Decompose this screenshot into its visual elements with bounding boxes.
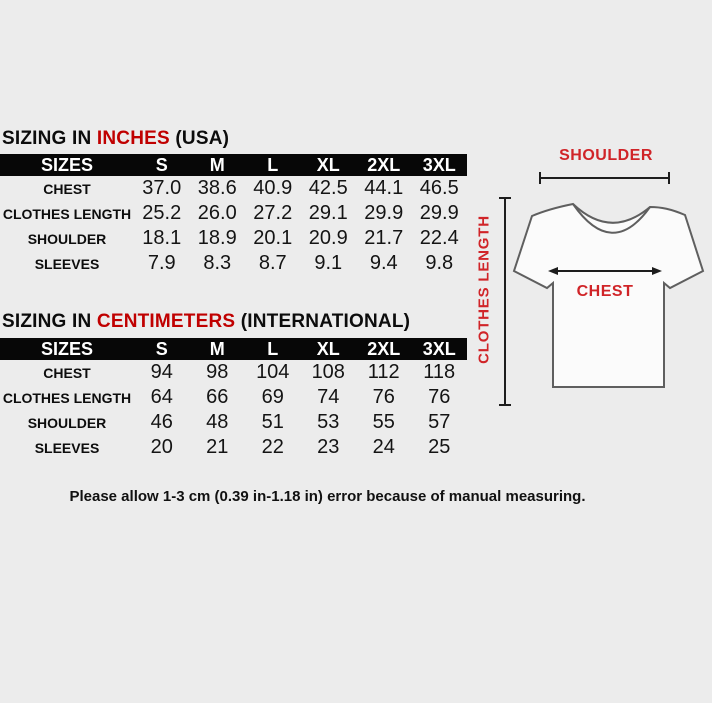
table-cell: 18.1 (142, 227, 182, 249)
table-cell: 26.0 (197, 202, 237, 224)
table-cell: 25.2 (142, 202, 182, 224)
table-cell: 46 (150, 411, 173, 433)
table-cell: 38.6 (197, 177, 237, 199)
table-cell: 8.3 (203, 252, 232, 274)
table-cell: 8.7 (258, 252, 287, 274)
table-cell: 20.9 (308, 227, 348, 249)
table-cell: 23 (317, 436, 340, 458)
table-row (0, 226, 467, 251)
measuring-tolerance-note: Please allow 1-3 cm (0.39 in-1.18 in) error because of manual measuring. (69, 488, 586, 505)
table-cell: 57 (428, 411, 451, 433)
table-cell: 118 (423, 361, 456, 383)
table-cell: 104 (256, 361, 290, 383)
table-cell: 69 (261, 386, 284, 408)
table-cell: 24 (372, 436, 395, 458)
clothes-length-measure-label: CLOTHES LENGTH (475, 215, 493, 364)
table-cell: 42.5 (308, 177, 348, 199)
shoulder-measure-line (540, 172, 669, 184)
title-unit-inches: INCHES (96, 128, 170, 149)
table-row (0, 385, 467, 410)
row-label: CHEST (43, 180, 91, 197)
table-row (0, 435, 467, 460)
row-label: CLOTHES LENGTH (2, 389, 132, 406)
table-cell: 76 (428, 386, 451, 408)
length-measure-line (499, 198, 511, 405)
column-header: SIZES (40, 339, 93, 359)
tshirt-diagram (466, 140, 712, 420)
table-cell: 94 (150, 361, 173, 383)
title-unit-cm: CENTIMETERS (96, 311, 236, 332)
table-cell: 22 (261, 436, 284, 458)
table-cell: 48 (206, 411, 229, 433)
column-header: 2XL (367, 339, 401, 359)
table-cell: 9.1 (314, 252, 343, 274)
table-cell: 37.0 (142, 177, 182, 199)
cm-size-table (0, 338, 467, 460)
chest-measure-label: CHEST (576, 283, 634, 300)
table-cell: 9.4 (369, 252, 398, 274)
table-cell: 74 (317, 386, 340, 408)
inches-table-title (2, 128, 229, 150)
table-cell: 64 (150, 386, 173, 408)
table-cell: 29.9 (364, 202, 404, 224)
column-header: XL (316, 155, 340, 175)
title-suffix: (INTERNATIONAL) (235, 311, 411, 332)
row-label: SLEEVES (34, 439, 100, 456)
column-header: L (267, 155, 279, 175)
column-header: S (155, 339, 168, 359)
column-header: S (155, 155, 168, 175)
column-header: XL (316, 339, 340, 359)
cm-table-title (2, 311, 410, 333)
table-cell: 29.9 (419, 202, 459, 224)
column-header: M (209, 155, 225, 175)
column-header: L (267, 339, 279, 359)
table-row (0, 360, 467, 385)
table-cell: 51 (261, 411, 284, 433)
column-header: SIZES (40, 155, 93, 175)
table-cell: 66 (206, 386, 229, 408)
inches-size-table (0, 154, 467, 276)
row-label: CHEST (43, 364, 91, 381)
table-cell: 98 (206, 361, 229, 383)
row-label: SLEEVES (34, 255, 100, 272)
table-cell: 18.9 (197, 227, 237, 249)
table-cell: 22.4 (419, 227, 459, 249)
table-cell: 46.5 (419, 177, 459, 199)
table-row (0, 201, 467, 226)
table-cell: 76 (372, 386, 395, 408)
table-cell: 21.7 (364, 227, 404, 249)
column-header: 2XL (367, 155, 401, 175)
table-cell: 20.1 (253, 227, 293, 249)
title-suffix: (USA) (169, 128, 230, 149)
table-cell: 55 (372, 411, 395, 433)
title-prefix: SIZING IN (2, 311, 97, 332)
table-cell: 7.9 (147, 252, 176, 274)
table-cell: 29.1 (308, 202, 348, 224)
table-cell: 9.8 (425, 252, 454, 274)
table-cell: 25 (428, 436, 451, 458)
table-cell: 112 (367, 361, 400, 383)
table-header-row (0, 338, 467, 360)
table-cell: 27.2 (253, 202, 293, 224)
row-label: CLOTHES LENGTH (2, 205, 132, 222)
row-label: SHOULDER (27, 230, 107, 247)
table-header-row (0, 154, 467, 176)
table-row (0, 176, 467, 201)
shoulder-measure-label: SHOULDER (559, 147, 653, 164)
column-header: 3XL (422, 339, 456, 359)
column-header: 3XL (422, 155, 456, 175)
table-cell: 53 (317, 411, 340, 433)
table-cell: 44.1 (364, 177, 404, 199)
row-label: SHOULDER (27, 414, 107, 431)
table-cell: 20 (150, 436, 173, 458)
table-cell: 108 (311, 361, 345, 383)
table-row (0, 410, 467, 435)
column-header: M (209, 339, 225, 359)
table-cell: 21 (206, 436, 229, 458)
table-cell: 40.9 (253, 177, 293, 199)
title-prefix: SIZING IN (2, 128, 97, 149)
table-row (0, 251, 467, 276)
